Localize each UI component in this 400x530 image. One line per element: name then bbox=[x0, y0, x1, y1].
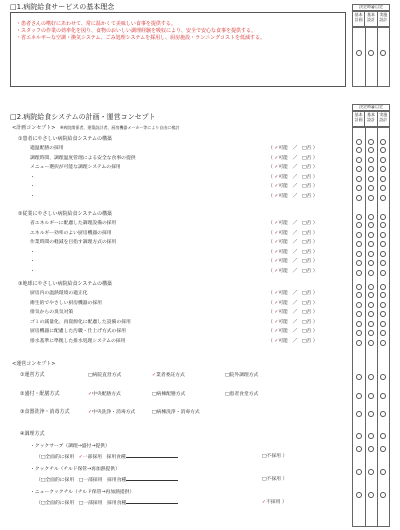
plan-item-1-3-circle-3[interactable] bbox=[380, 166, 386, 172]
cook-item-2-options[interactable]: （□全面的に採用 □一部採用 採用食種 bbox=[36, 477, 178, 484]
plan-item-3-2-circle-3[interactable] bbox=[380, 302, 386, 308]
section1-line-2: ・スタッフの作業の効率化を図り、食物のおいしい調理経験を吸収により、安全で安心な食事を提供する。 bbox=[16, 28, 257, 34]
cook-circle-3[interactable] bbox=[380, 433, 386, 439]
section2-title: □2.病院給食システムの計画・運営コンセプト bbox=[10, 113, 156, 121]
ops-2-circle-2[interactable] bbox=[368, 393, 374, 399]
choice-slash: ／ bbox=[292, 184, 298, 189]
choice-slash: ／ bbox=[292, 319, 298, 325]
ops-3-option-1[interactable]: ✓中央洗浄・消毒方式 bbox=[88, 410, 136, 415]
choice-yes: 可能 bbox=[278, 221, 288, 226]
yes-no-choice[interactable]: （ ✓可能 ／ □否 ） bbox=[268, 146, 318, 151]
ops-1-label: ①運営方式 bbox=[20, 372, 45, 378]
yes-no-choice[interactable]: （ ✓可能 ／ □否 ） bbox=[268, 174, 318, 180]
check-icon: ✓ bbox=[274, 319, 279, 325]
plan-item-2-2-circle-3[interactable] bbox=[380, 232, 386, 238]
choice-slash: ／ bbox=[292, 310, 298, 315]
plan-group-1-circle-1[interactable] bbox=[356, 139, 362, 145]
plan-group-2-circle-3[interactable] bbox=[380, 214, 386, 220]
cook-label: ④調理方式 bbox=[20, 431, 45, 437]
check-icon: ✓ bbox=[274, 184, 279, 189]
plan-item-3-5-circle-3[interactable] bbox=[380, 330, 386, 336]
ops-1-circle-2[interactable] bbox=[368, 374, 374, 380]
section2-col-detail-design: 実施設計 bbox=[377, 112, 389, 126]
choice-slash: ／ bbox=[292, 291, 298, 296]
plan-item-1-6-circle-1[interactable] bbox=[356, 195, 362, 201]
check-icon: ✓ bbox=[78, 455, 83, 460]
ops-2-option-3[interactable]: □患者食堂方式 bbox=[225, 392, 259, 397]
section2-col-basic-design: 基本設計 bbox=[364, 112, 376, 126]
ops-1-circle-3[interactable] bbox=[380, 374, 386, 380]
plan-item-3-2-circle-1[interactable] bbox=[356, 302, 362, 308]
plan-item-2-4: ・ bbox=[30, 249, 35, 255]
cook-item-3-circle-2[interactable] bbox=[368, 492, 374, 498]
check-icon: ✓ bbox=[274, 221, 279, 226]
ops-2-label: ②盛付・配膳方式 bbox=[20, 391, 60, 397]
plan-group-3-circle-3[interactable] bbox=[380, 284, 386, 290]
yes-no-choice[interactable]: （ ✓可能 ／ □否 ） bbox=[268, 193, 318, 199]
check-icon: ✓ bbox=[274, 300, 279, 306]
plan-item-1-4-circle-3[interactable] bbox=[380, 176, 386, 182]
plan-item-2-3-circle-2[interactable] bbox=[368, 241, 374, 247]
section2-colgroup-label: 決定時審目定 bbox=[352, 104, 390, 111]
plan-item-2-4-circle-3[interactable] bbox=[380, 251, 386, 257]
cook-item-3-name: ・ニュークックチル（チルド保管→再加熱提供） bbox=[30, 490, 135, 495]
yes-no-choice[interactable]: （ ✓可能 ／ □否 ） bbox=[268, 300, 318, 306]
plan-item-1-2-circle-1[interactable] bbox=[356, 157, 362, 163]
yes-no-choice[interactable]: （ ✓可能 ／ □否 ） bbox=[268, 291, 318, 296]
yes-no-choice[interactable]: （ ✓可能 ／ □否 ） bbox=[268, 329, 318, 334]
choice-no: □否 bbox=[301, 259, 312, 264]
choice-slash: ／ bbox=[292, 221, 298, 226]
plan-item-3-5-circle-2[interactable] bbox=[368, 330, 374, 336]
section1-col-headers bbox=[352, 11, 390, 27]
plan-item-2-1-circle-1[interactable] bbox=[356, 222, 362, 228]
section1-title: □1.病院給食サービスの基本理念 bbox=[10, 3, 115, 11]
ops-3-label: ③食器洗浄・消毒方式 bbox=[20, 409, 70, 415]
plan-item-1-5-circle-2[interactable] bbox=[368, 185, 374, 191]
choice-no: □否 bbox=[301, 221, 312, 226]
plan-item-2-3: 作業時間の軽減を目指す調理方式の採用 bbox=[30, 240, 117, 245]
choice-no: □否 bbox=[301, 155, 312, 161]
section2-col-body bbox=[352, 127, 390, 527]
choice-yes: 可能 bbox=[278, 268, 288, 274]
choice-no: □否 bbox=[301, 329, 312, 334]
cook-item-3-not-adopted[interactable]: ✓不採用 ） bbox=[262, 500, 287, 505]
plan-item-3-4-circle-1[interactable] bbox=[356, 321, 362, 327]
food-type-blank[interactable] bbox=[126, 500, 178, 504]
plan-item-3-3-circle-3[interactable] bbox=[380, 311, 386, 317]
check-icon: ✓ bbox=[88, 392, 93, 397]
cook-item-1-circle-1[interactable] bbox=[356, 446, 362, 452]
plan-item-3-3: 排気からの臭気対策 bbox=[30, 310, 74, 315]
plan-item-1-3-circle-2[interactable] bbox=[368, 166, 374, 172]
plan-item-1-6-circle-3[interactable] bbox=[380, 195, 386, 201]
check-icon: ✓ bbox=[274, 310, 279, 315]
plan-item-3-5: 厨房機器に配慮した汚職・仕上げ方式の採用 bbox=[30, 329, 126, 334]
choice-slash: ／ bbox=[292, 259, 298, 264]
yes-no-choice[interactable]: （ ✓可能 ／ □否 ） bbox=[268, 319, 318, 325]
plan-item-1-4: ・ bbox=[30, 174, 35, 180]
plan-item-3-5-circle-1[interactable] bbox=[356, 330, 362, 336]
section1-col-body bbox=[352, 27, 390, 87]
choice-no: □否 bbox=[301, 165, 312, 170]
choice-slash: ／ bbox=[292, 174, 298, 180]
choice-yes: 可能 bbox=[278, 240, 288, 245]
choice-slash: ／ bbox=[292, 155, 298, 161]
choice-yes: 可能 bbox=[278, 329, 288, 334]
check-icon: ✓ bbox=[274, 291, 279, 296]
choice-yes: 可能 bbox=[278, 174, 288, 180]
choice-slash: ／ bbox=[292, 240, 298, 245]
yes-no-choice[interactable]: （ ✓可能 ／ □否 ） bbox=[268, 338, 318, 344]
food-type-blank[interactable] bbox=[126, 477, 178, 481]
section2-col-basic-plan: 基本計画 bbox=[354, 112, 363, 122]
section1-col-detail-design: 実施設計 bbox=[377, 12, 389, 26]
check-icon: ✓ bbox=[274, 155, 279, 161]
plan-item-1-4-circle-2[interactable] bbox=[368, 176, 374, 182]
plan-item-3-4: ゴミの減量化、再資源化に配慮した設備の採用 bbox=[30, 319, 131, 325]
yes-no-choice[interactable]: （ ✓可能 ／ □否 ） bbox=[268, 230, 318, 236]
plan-item-3-4-circle-3[interactable] bbox=[380, 321, 386, 327]
plan-item-1-1-circle-2[interactable] bbox=[368, 147, 374, 153]
check-icon: ✓ bbox=[274, 249, 279, 255]
plan-item-2-2: エネルギー効率のよい厨房機器の採用 bbox=[30, 230, 112, 236]
section1-box bbox=[10, 12, 346, 87]
choice-no: □否 bbox=[301, 319, 312, 325]
s1-circle-1[interactable] bbox=[356, 50, 362, 56]
plan-item-2-6-circle-3[interactable] bbox=[380, 270, 386, 276]
yes-no-choice[interactable]: （ ✓可能 ／ □否 ） bbox=[268, 249, 318, 255]
choice-no: □否 bbox=[301, 291, 312, 296]
plan-item-2-5-circle-3[interactable] bbox=[380, 260, 386, 266]
ops-2-circle-1[interactable] bbox=[356, 393, 362, 399]
cook-item-1-not-adopted[interactable]: □不採用 ） bbox=[262, 454, 288, 459]
choice-no: □否 bbox=[301, 184, 312, 189]
cook-circle-2[interactable] bbox=[368, 433, 374, 439]
choice-slash: ／ bbox=[292, 165, 298, 170]
choice-yes: 可能 bbox=[278, 165, 288, 170]
plan-item-3-6-circle-2[interactable] bbox=[368, 340, 374, 346]
choice-no: □否 bbox=[301, 338, 312, 344]
yes-no-choice[interactable]: （ ✓可能 ／ □否 ） bbox=[268, 310, 318, 315]
check-icon: ✓ bbox=[274, 230, 279, 236]
yes-no-choice[interactable]: （ ✓可能 ／ □否 ） bbox=[268, 259, 318, 264]
plan-group-2-title: ②従業にやさしい病院給食システムの構築 bbox=[18, 211, 112, 217]
choice-no: □否 bbox=[301, 268, 312, 274]
plan-group-3-title: ③地球にやさしい病院給食システムの構築 bbox=[18, 281, 112, 287]
check-icon: ✓ bbox=[274, 165, 279, 170]
plan-item-2-4-circle-2[interactable] bbox=[368, 251, 374, 257]
cook-item-1-circle-3[interactable] bbox=[380, 446, 386, 452]
check-icon: ✓ bbox=[88, 410, 93, 415]
choice-no: □否 bbox=[301, 193, 312, 199]
ops-1-circle-1[interactable] bbox=[356, 374, 362, 380]
choice-yes: 可能 bbox=[278, 259, 288, 264]
food-type-blank[interactable] bbox=[126, 454, 178, 458]
choice-no: □否 bbox=[301, 146, 312, 151]
choice-slash: ／ bbox=[292, 329, 298, 334]
choice-slash: ／ bbox=[292, 300, 298, 306]
check-icon: ✓ bbox=[274, 259, 279, 264]
s1-circle-2[interactable] bbox=[368, 50, 374, 56]
plan-group-2-circle-2[interactable] bbox=[368, 214, 374, 220]
plan-item-2-3-circle-3[interactable] bbox=[380, 241, 386, 247]
choice-yes: 可能 bbox=[278, 310, 288, 315]
section1-line-1: ・患者さんの嗜好にあわせて、常に温かくて美味しい食事を提供する。 bbox=[16, 21, 176, 27]
plan-item-2-5-circle-1[interactable] bbox=[356, 260, 362, 266]
choice-slash: ／ bbox=[292, 230, 298, 236]
plan-item-1-6-circle-2[interactable] bbox=[368, 195, 374, 201]
yes-no-choice[interactable]: （ ✓可能 ／ □否 ） bbox=[268, 221, 318, 226]
choice-no: □否 bbox=[301, 174, 312, 180]
plan-item-3-1-circle-2[interactable] bbox=[368, 292, 374, 298]
choice-no: □否 bbox=[301, 310, 312, 315]
plan-item-2-6: ・ bbox=[30, 268, 35, 274]
plan-item-1-2-circle-2[interactable] bbox=[368, 157, 374, 163]
plan-item-3-1-circle-3[interactable] bbox=[380, 292, 386, 298]
plan-group-3-circle-1[interactable] bbox=[356, 284, 362, 290]
plan-item-1-3-circle-1[interactable] bbox=[356, 166, 362, 172]
choice-slash: ／ bbox=[292, 193, 298, 199]
choice-slash: ／ bbox=[292, 146, 298, 151]
plan-item-2-1-circle-3[interactable] bbox=[380, 222, 386, 228]
plan-item-1-5-circle-1[interactable] bbox=[356, 185, 362, 191]
choice-slash: ／ bbox=[292, 249, 298, 255]
yes-no-choice[interactable]: （ ✓可能 ／ □否 ） bbox=[268, 165, 318, 170]
cook-item-1-circle-2[interactable] bbox=[368, 446, 374, 452]
check-icon: ✓ bbox=[262, 500, 267, 505]
plan-group-2-circle-1[interactable] bbox=[356, 214, 362, 220]
plan-item-2-4-circle-1[interactable] bbox=[356, 251, 362, 257]
plan-item-2-1: 省エネルギーに配慮した調理設備の採用 bbox=[30, 221, 117, 226]
plan-item-3-6-circle-3[interactable] bbox=[380, 340, 386, 346]
check-icon: ✓ bbox=[274, 240, 279, 245]
section1-line-3: ・省エネルギーな空調・換気システム、ごみ処理システムを採用し、厨房施設・ランニングコストを低減する。 bbox=[16, 35, 265, 41]
plan-item-3-6-circle-1[interactable] bbox=[356, 340, 362, 346]
plan-group-3-circle-2[interactable] bbox=[368, 284, 374, 290]
yes-no-choice[interactable]: （ ✓可能 ／ □否 ） bbox=[268, 268, 318, 274]
section1-colgroup-label: 決定時審目定 bbox=[352, 4, 390, 11]
plan-item-2-2-circle-1[interactable] bbox=[356, 232, 362, 238]
cook-item-3-options[interactable]: （□全面的に採用 □一部採用 採用食種 bbox=[36, 500, 178, 507]
check-icon: ✓ bbox=[274, 268, 279, 274]
plan-item-1-4-circle-1[interactable] bbox=[356, 176, 362, 182]
cook-item-2-circle-3[interactable] bbox=[380, 469, 386, 475]
plan-group-1-circle-2[interactable] bbox=[368, 139, 374, 145]
choice-slash: ／ bbox=[292, 338, 298, 344]
check-icon: ✓ bbox=[274, 329, 279, 334]
plan-item-2-6-circle-2[interactable] bbox=[368, 270, 374, 276]
choice-no: □否 bbox=[301, 300, 312, 306]
yes-no-choice[interactable]: （ ✓可能 ／ □否 ） bbox=[268, 184, 318, 189]
section2-col-headers bbox=[352, 111, 390, 127]
plan-concept-header: <計画コンセプト> ※病院関係者、建築設計者、厨房機器メーカー等により自由に検討 bbox=[12, 125, 180, 131]
choice-slash: ／ bbox=[292, 268, 298, 274]
plan-item-3-4-circle-2[interactable] bbox=[368, 321, 374, 327]
check-icon: ✓ bbox=[274, 338, 279, 344]
cook-item-3-circle-3[interactable] bbox=[380, 492, 386, 498]
plan-item-1-6: ・ bbox=[30, 193, 35, 199]
choice-yes: 可能 bbox=[278, 184, 288, 189]
choice-yes: 可能 bbox=[278, 338, 288, 344]
ops-3-circle-2[interactable] bbox=[368, 411, 374, 417]
choice-no: □否 bbox=[301, 230, 312, 236]
choice-yes: 可能 bbox=[278, 291, 288, 296]
s1-circle-3[interactable] bbox=[380, 50, 386, 56]
ops-1-option-1[interactable]: □病院直営方式 bbox=[88, 373, 122, 378]
choice-yes: 可能 bbox=[278, 155, 288, 161]
choice-yes: 可能 bbox=[278, 146, 288, 151]
plan-item-1-1-circle-3[interactable] bbox=[380, 147, 386, 153]
plan-item-3-2: 衛生的でやさしい厨房機器の採用 bbox=[30, 300, 102, 306]
choice-yes: 可能 bbox=[278, 319, 288, 325]
plan-item-1-2-circle-3[interactable] bbox=[380, 157, 386, 163]
plan-item-3-1-circle-1[interactable] bbox=[356, 292, 362, 298]
plan-item-1-3: メニュー選択が可能な調理システムの採用 bbox=[30, 165, 121, 170]
choice-yes: 可能 bbox=[278, 230, 288, 236]
check-icon: ✓ bbox=[274, 174, 279, 180]
plan-item-1-1-circle-1[interactable] bbox=[356, 147, 362, 153]
cook-circle-1[interactable] bbox=[356, 433, 362, 439]
plan-group-1-title: ①患者にやさしい病院給食システムの構築 bbox=[18, 136, 112, 142]
cook-item-2-name: ・クックチル（チルド保管→再加熱提供） bbox=[30, 467, 120, 472]
cook-item-1-options[interactable]: （□全面的に採用 ✓一部採用 採用食種 bbox=[36, 454, 178, 461]
choice-yes: 可能 bbox=[278, 193, 288, 199]
yes-no-choice[interactable]: （ ✓可能 ／ □否 ） bbox=[268, 240, 318, 245]
plan-item-3-3-circle-2[interactable] bbox=[368, 311, 374, 317]
cook-item-1-name: ・クックサーブ（調理→盛付→提供） bbox=[30, 444, 110, 449]
yes-no-choice[interactable]: （ ✓可能 ／ □否 ） bbox=[268, 155, 318, 161]
plan-item-2-5: ・ bbox=[30, 259, 35, 264]
check-icon: ✓ bbox=[152, 373, 157, 378]
cook-item-2-circle-1[interactable] bbox=[356, 469, 362, 475]
check-icon: ✓ bbox=[274, 146, 279, 151]
choice-no: □否 bbox=[301, 249, 312, 255]
choice-no: □否 bbox=[301, 240, 312, 245]
plan-item-1-5: ・ bbox=[30, 184, 35, 189]
choice-yes: 可能 bbox=[278, 249, 288, 255]
cook-item-3-circle-1[interactable] bbox=[356, 492, 362, 498]
choice-yes: 可能 bbox=[278, 300, 288, 306]
check-icon: ✓ bbox=[274, 193, 279, 199]
plan-item-2-3-circle-1[interactable] bbox=[356, 241, 362, 247]
plan-item-1-2: 調理時間、調理温度管理による安全な食事の提供 bbox=[30, 155, 136, 161]
ops-2-option-2[interactable]: □病棟配膳方式 bbox=[152, 392, 186, 397]
plan-item-2-1-circle-2[interactable] bbox=[368, 222, 374, 228]
cook-item-2-not-adopted[interactable]: □不採用 ） bbox=[262, 477, 288, 482]
ops-1-option-3[interactable]: □院外調理方式 bbox=[225, 373, 259, 378]
section1-col-basic-design: 基本設計 bbox=[364, 12, 376, 26]
ops-3-circle-1[interactable] bbox=[356, 411, 362, 417]
plan-group-1-circle-3[interactable] bbox=[380, 139, 386, 145]
ops-1-option-2[interactable]: ✓業者委託方式 bbox=[152, 373, 185, 378]
plan-item-2-6-circle-1[interactable] bbox=[356, 270, 362, 276]
ops-3-circle-3[interactable] bbox=[380, 411, 386, 417]
ops-2-option-1[interactable]: ✓中央配膳方式 bbox=[88, 392, 121, 397]
plan-item-2-5-circle-2[interactable] bbox=[368, 260, 374, 266]
ops-3-option-2[interactable]: □病棟洗浄・消毒方式 bbox=[152, 410, 200, 415]
plan-item-1-5-circle-3[interactable] bbox=[380, 185, 386, 191]
plan-item-3-3-circle-1[interactable] bbox=[356, 311, 362, 317]
plan-item-2-2-circle-2[interactable] bbox=[368, 232, 374, 238]
ops-2-circle-3[interactable] bbox=[380, 393, 386, 399]
cook-item-2-circle-2[interactable] bbox=[368, 469, 374, 475]
plan-item-3-2-circle-2[interactable] bbox=[368, 302, 374, 308]
ops-concept-header: <運営コンセプト> bbox=[12, 361, 56, 367]
plan-item-3-1: 厨房内の温熱環境の適正化 bbox=[30, 291, 88, 296]
plan-item-3-6: 排水基準に準拠した排水処理システムの採用 bbox=[30, 338, 126, 344]
section1-col-basic-plan: 基本計画 bbox=[354, 12, 363, 22]
plan-item-1-1: 適温配膳の採用 bbox=[30, 146, 64, 151]
